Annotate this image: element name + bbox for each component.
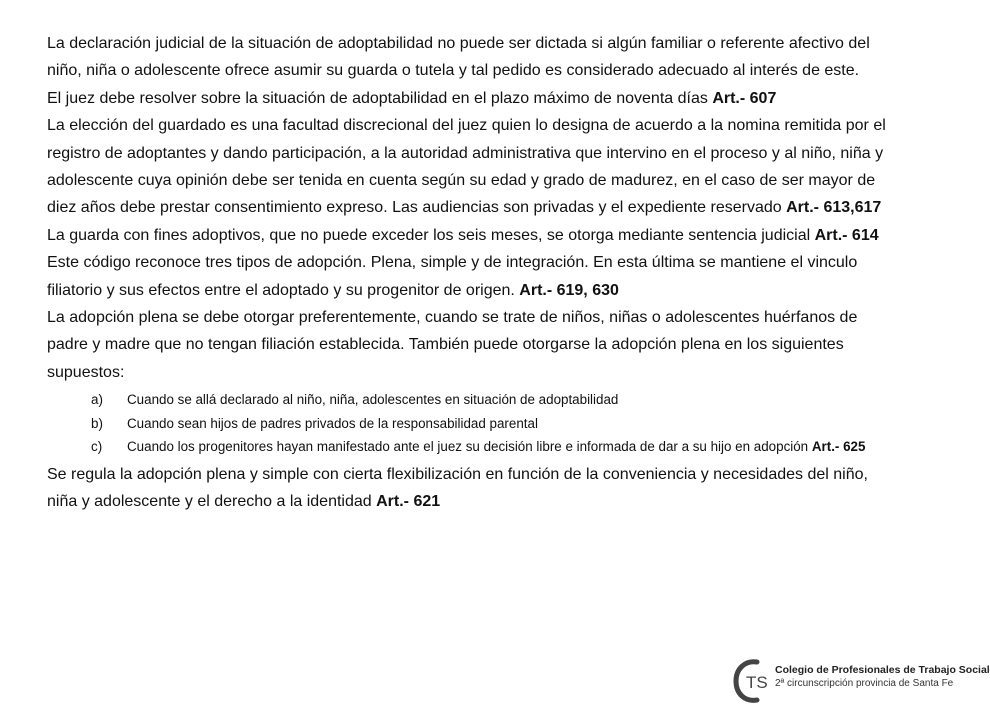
logo-mark-icon [733,656,773,706]
logo-title: Colegio de Profesionales de Trabajo Social [775,664,990,676]
list-item [47,437,899,457]
paragraph-adoptability [47,30,899,85]
paragraph-text: Se regula la adopción plena y simple con cierta flexibilización en función de la conveniencia y necesidades del niño, niña y adolescente y el derecho a la identidad [47,465,868,511]
paragraph-text: El juez debe resolver sobre la situación de adoptabilidad en el plazo máximo de noventa días [47,89,713,107]
list-item [47,414,899,434]
paragraph-full-adoption [47,304,899,386]
paragraph-text: Este código reconoce tres tipos de adopción. Plena, simple y de integración. En esta última se mantiene el vinculo filiatorio y sus efectos entre el adoptado y su progenitor de origen. [47,254,858,299]
logo-text [775,664,990,690]
paragraph-closing [47,461,899,516]
paragraph-adoption-types [47,249,899,304]
article-reference: Art.- 607 [712,89,777,107]
article-reference: Art.- 619, 630 [519,281,619,299]
list-marker: a) [91,392,103,408]
list-item-text: Cuando sean hijos de padres privados de la responsabilidad parental [127,415,538,431]
list-item [47,390,899,410]
logo-mark-letters: TS [746,673,768,692]
article-reference: Art.- 614 [814,226,879,244]
list-item-text: Cuando los progenitores hayan manifestado ante el juez su decisión libre e informada de dar a su hijo en adopción [127,439,812,455]
logo-subtitle: 2ª circunscripción provincia de Santa Fe [775,678,954,689]
conditions-list [47,390,899,457]
paragraph-deadline [47,85,899,112]
paragraph-text: La elección del guardado es una facultad discrecional del juez quien lo designa de acuerdo a la nomina remitida por el registro de adoptantes y dando participación, a la autoridad administrativa que intervino en el proceso y al niño, niña y adolescente cuya opinión debe ser tenida en cuenta según su edad y grado de madurez, en el caso de ser mayor de diez años debe prestar consentimiento expreso. Las audiencias son privadas y el expediente reservado [47,117,886,217]
article-reference: Art.- 625 [811,439,866,455]
paragraph-guardianship [47,222,899,249]
paragraph-text: La declaración judicial de la situación de adoptabilidad no puede ser dictada si algún familiar o referente afectivo del niño, niña o adolescente ofrece asumir su guarda o tutela y tal pedido es considerado adecuado al interés de este. [47,35,870,80]
article-reference: Art.- 621 [376,493,441,511]
list-item-text: Cuando se allá declarado al niño, niña, adolescentes en situación de adoptabilidad [127,392,619,408]
organization-logo [733,656,990,706]
paragraph-guardian-selection [47,112,899,222]
list-marker: b) [91,415,103,431]
document-body [47,30,899,516]
paragraph-text: La adopción plena se debe otorgar preferentemente, cuando se trate de niños, niñas o adolescentes huérfanos de padre y madre que no tengan filiación establecida. También puede otorgarse la adopción plena en los siguientes supuestos: [47,309,858,381]
paragraph-text: La guarda con fines adoptivos, que no puede exceder los seis meses, se otorga mediante sentencia judicial [47,226,815,244]
article-reference: Art.- 613,617 [786,199,882,217]
list-marker: c) [91,439,103,455]
